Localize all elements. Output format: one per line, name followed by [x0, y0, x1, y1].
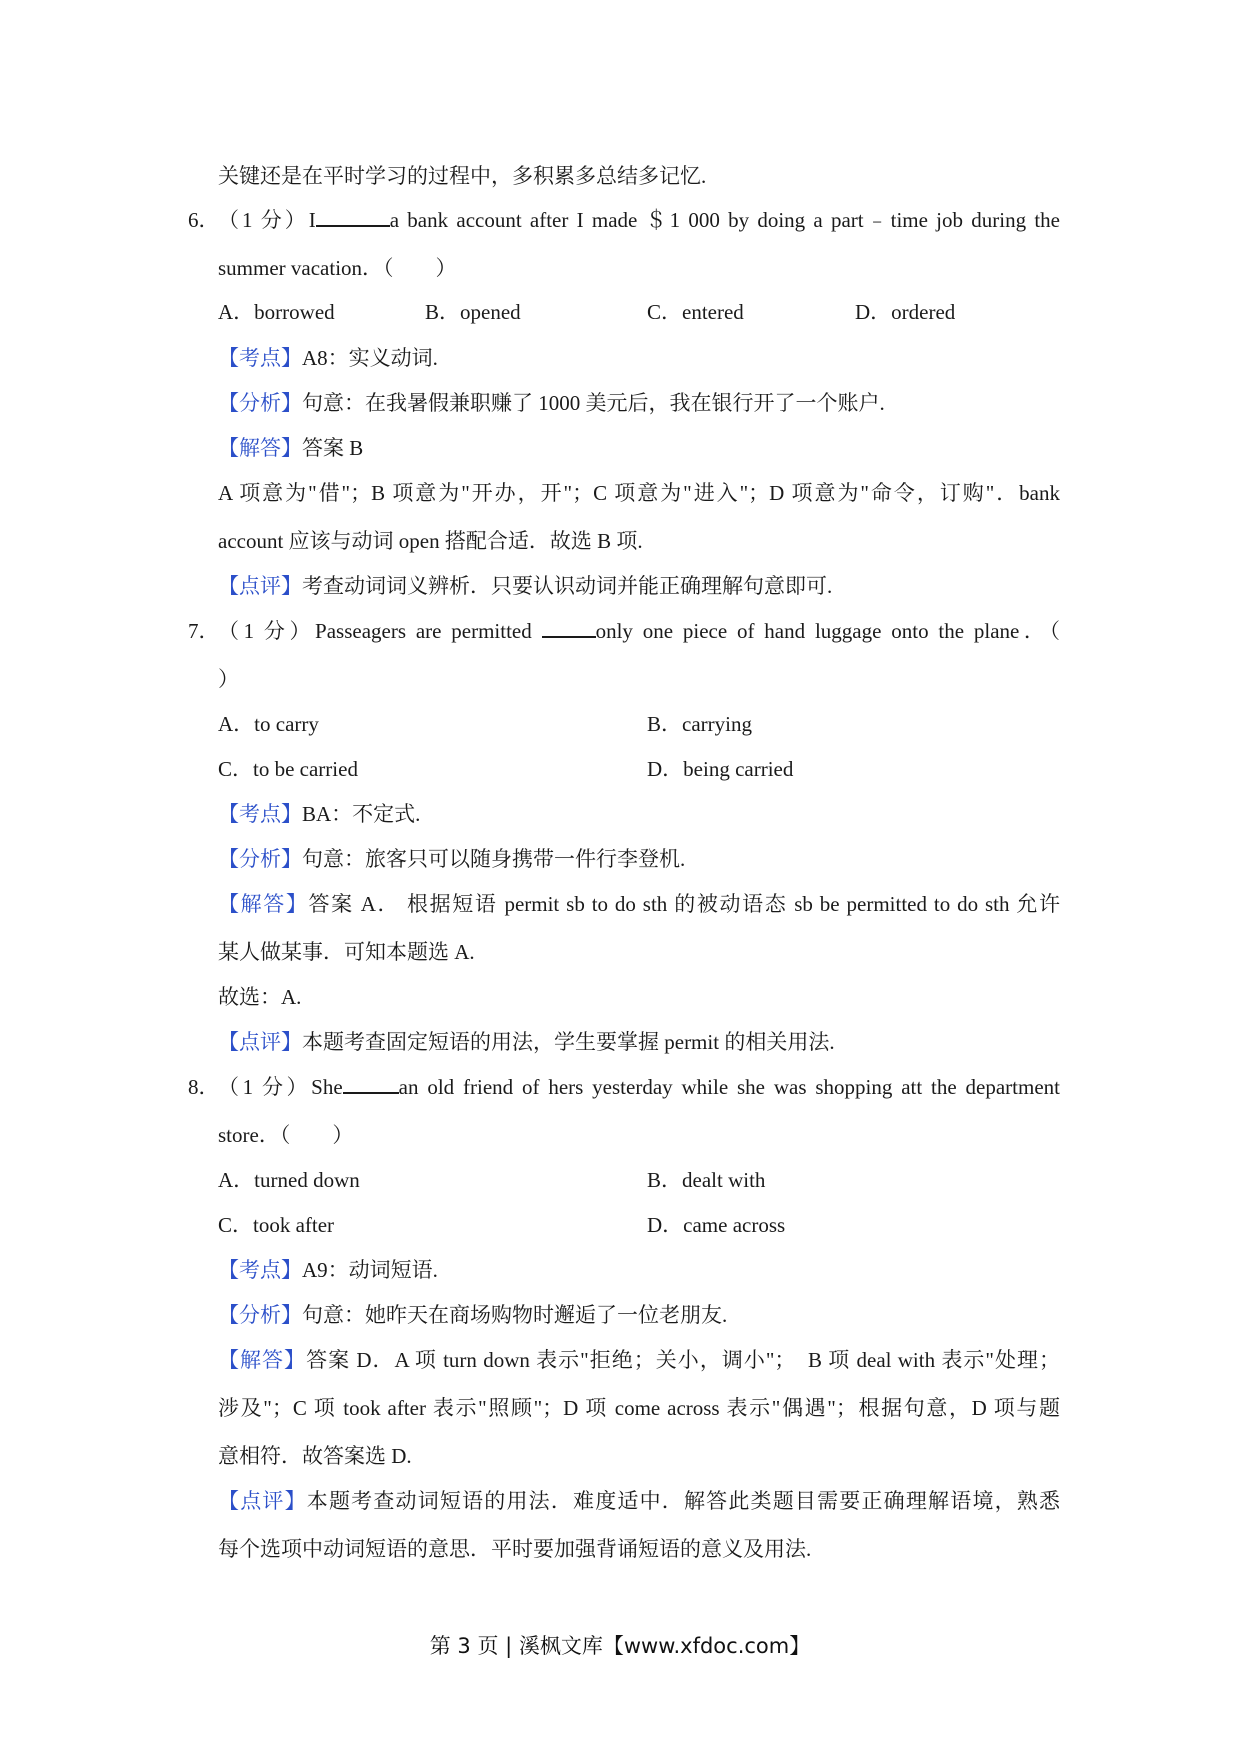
q7-option-c: C．to be carried [218, 757, 358, 781]
q8-option-d: D．came across [647, 1213, 786, 1237]
q8-kaodian: 【考点】A9：动词短语. [218, 1258, 438, 1282]
q7-fenxi: 【分析】句意：旅客只可以随身携带一件行李登机. [218, 847, 686, 871]
q8-jieda-line2: 涉及"；C 项 took after 表示"照顾"；D 项 come across 表示"偶遇"；根据句意，D 项与题 [218, 1396, 1060, 1420]
q8-jieda-line3: 意相符．故答案选 D. [218, 1444, 412, 1468]
q8-stem-pre: （1 分）She [218, 1075, 343, 1099]
q8-option-a: A．turned down [218, 1168, 360, 1192]
intro-line: 关键还是在平时学习的过程中，多积累多总结多记忆. [218, 164, 707, 188]
q7-option-d: D．being carried [647, 757, 794, 781]
q6-option-d: D．ordered [855, 300, 956, 324]
dianping-tag: 【点评】 [218, 574, 302, 598]
q7-stem-line2: ） [218, 667, 239, 691]
q6-jieda-line3: account 应该与动词 open 搭配合适．故选 B 项. [218, 529, 643, 553]
q7-number: 7． [188, 619, 220, 643]
q7-dianping: 【点评】本题考查固定短语的用法，学生要掌握 permit 的相关用法. [218, 1030, 835, 1054]
q6-stem-line2: summer vacation．（ ） [218, 256, 457, 280]
q6-option-c: C．entered [647, 300, 744, 324]
q8-option-b: B．dealt with [647, 1168, 766, 1192]
q8-option-c: C．took after [218, 1213, 335, 1237]
q7-stem-pre: （1 分）Passeagers are permitted [218, 619, 542, 643]
fenxi-tag: 【分析】 [218, 391, 302, 415]
q8-stem-line2: store．（ ） [218, 1123, 354, 1147]
q7-option-b: B．carrying [647, 712, 752, 736]
q6-kaodian: 【考点】A8：实义动词. [218, 346, 438, 370]
q6-answer-blank [316, 207, 390, 227]
q7-stem-post: only one piece of hand luggage onto the plane．（ [595, 619, 1060, 643]
q6-option-b: B．opened [425, 300, 521, 324]
q6-stem [218, 206, 1060, 234]
q7-jieda-line2: 某人做某事．可知本题选 A. [218, 940, 475, 964]
q7-option-a: A．to carry [218, 712, 319, 736]
q6-jieda: 【解答】答案 B [218, 436, 364, 460]
q6-number: 6． [188, 208, 220, 232]
q7-jieda: 【解答】答案 A． 根据短语 permit sb to do sth 的被动语态 sb be permitted to do sth 允许 [218, 892, 1060, 916]
q6-option-a: A．borrowed [218, 300, 335, 324]
q8-fenxi: 【分析】句意：她昨天在商场购物时邂逅了一位老朋友. [218, 1303, 728, 1327]
q8-dianping: 【点评】本题考查动词短语的用法．难度适中．解答此类题目需要正确理解语境，熟悉 [218, 1489, 1061, 1513]
q7-jieda-line3: 故选：A. [218, 985, 302, 1009]
q7-kaodian: 【考点】BA：不定式. [218, 802, 421, 826]
jieda-tag: 【解答】 [218, 436, 302, 460]
q6-stem-post: a bank account after I made ＄1 000 by doing a part﹣time job during the [389, 208, 1060, 232]
q6-dianping: 【点评】考查动词词义辨析．只要认识动词并能正确理解句意即可. [218, 574, 833, 598]
q8-number: 8． [188, 1075, 220, 1099]
q8-stem [218, 1073, 1060, 1101]
q6-fenxi: 【分析】句意：在我暑假兼职赚了 1000 美元后，我在银行开了一个账户. [218, 391, 885, 415]
q6-stem-pre: （1 分）I [218, 208, 316, 232]
page-footer: 第 3 页 | 溪枫文库【www.xfdoc.com】 [429, 1634, 811, 1658]
kaodian-tag: 【考点】 [218, 346, 302, 370]
q6-jieda-line2: A 项意为"借"；B 项意为"开办，开"；C 项意为"进入"；D 项意为"命令，订购"．bank [218, 481, 1060, 505]
q8-answer-blank [343, 1074, 399, 1094]
q8-dianping-line2: 每个选项中动词短语的意思．平时要加强背诵短语的意义及用法. [218, 1537, 812, 1561]
q7-answer-blank [542, 618, 596, 638]
q7-stem [218, 617, 1060, 645]
q8-jieda: 【解答】答案 D．A 项 turn down 表示"拒绝；关小，调小"； B 项 deal with 表示"处理； [218, 1348, 1060, 1372]
q8-stem-post: an old friend of hers yesterday while she was shopping att the department [398, 1075, 1060, 1099]
